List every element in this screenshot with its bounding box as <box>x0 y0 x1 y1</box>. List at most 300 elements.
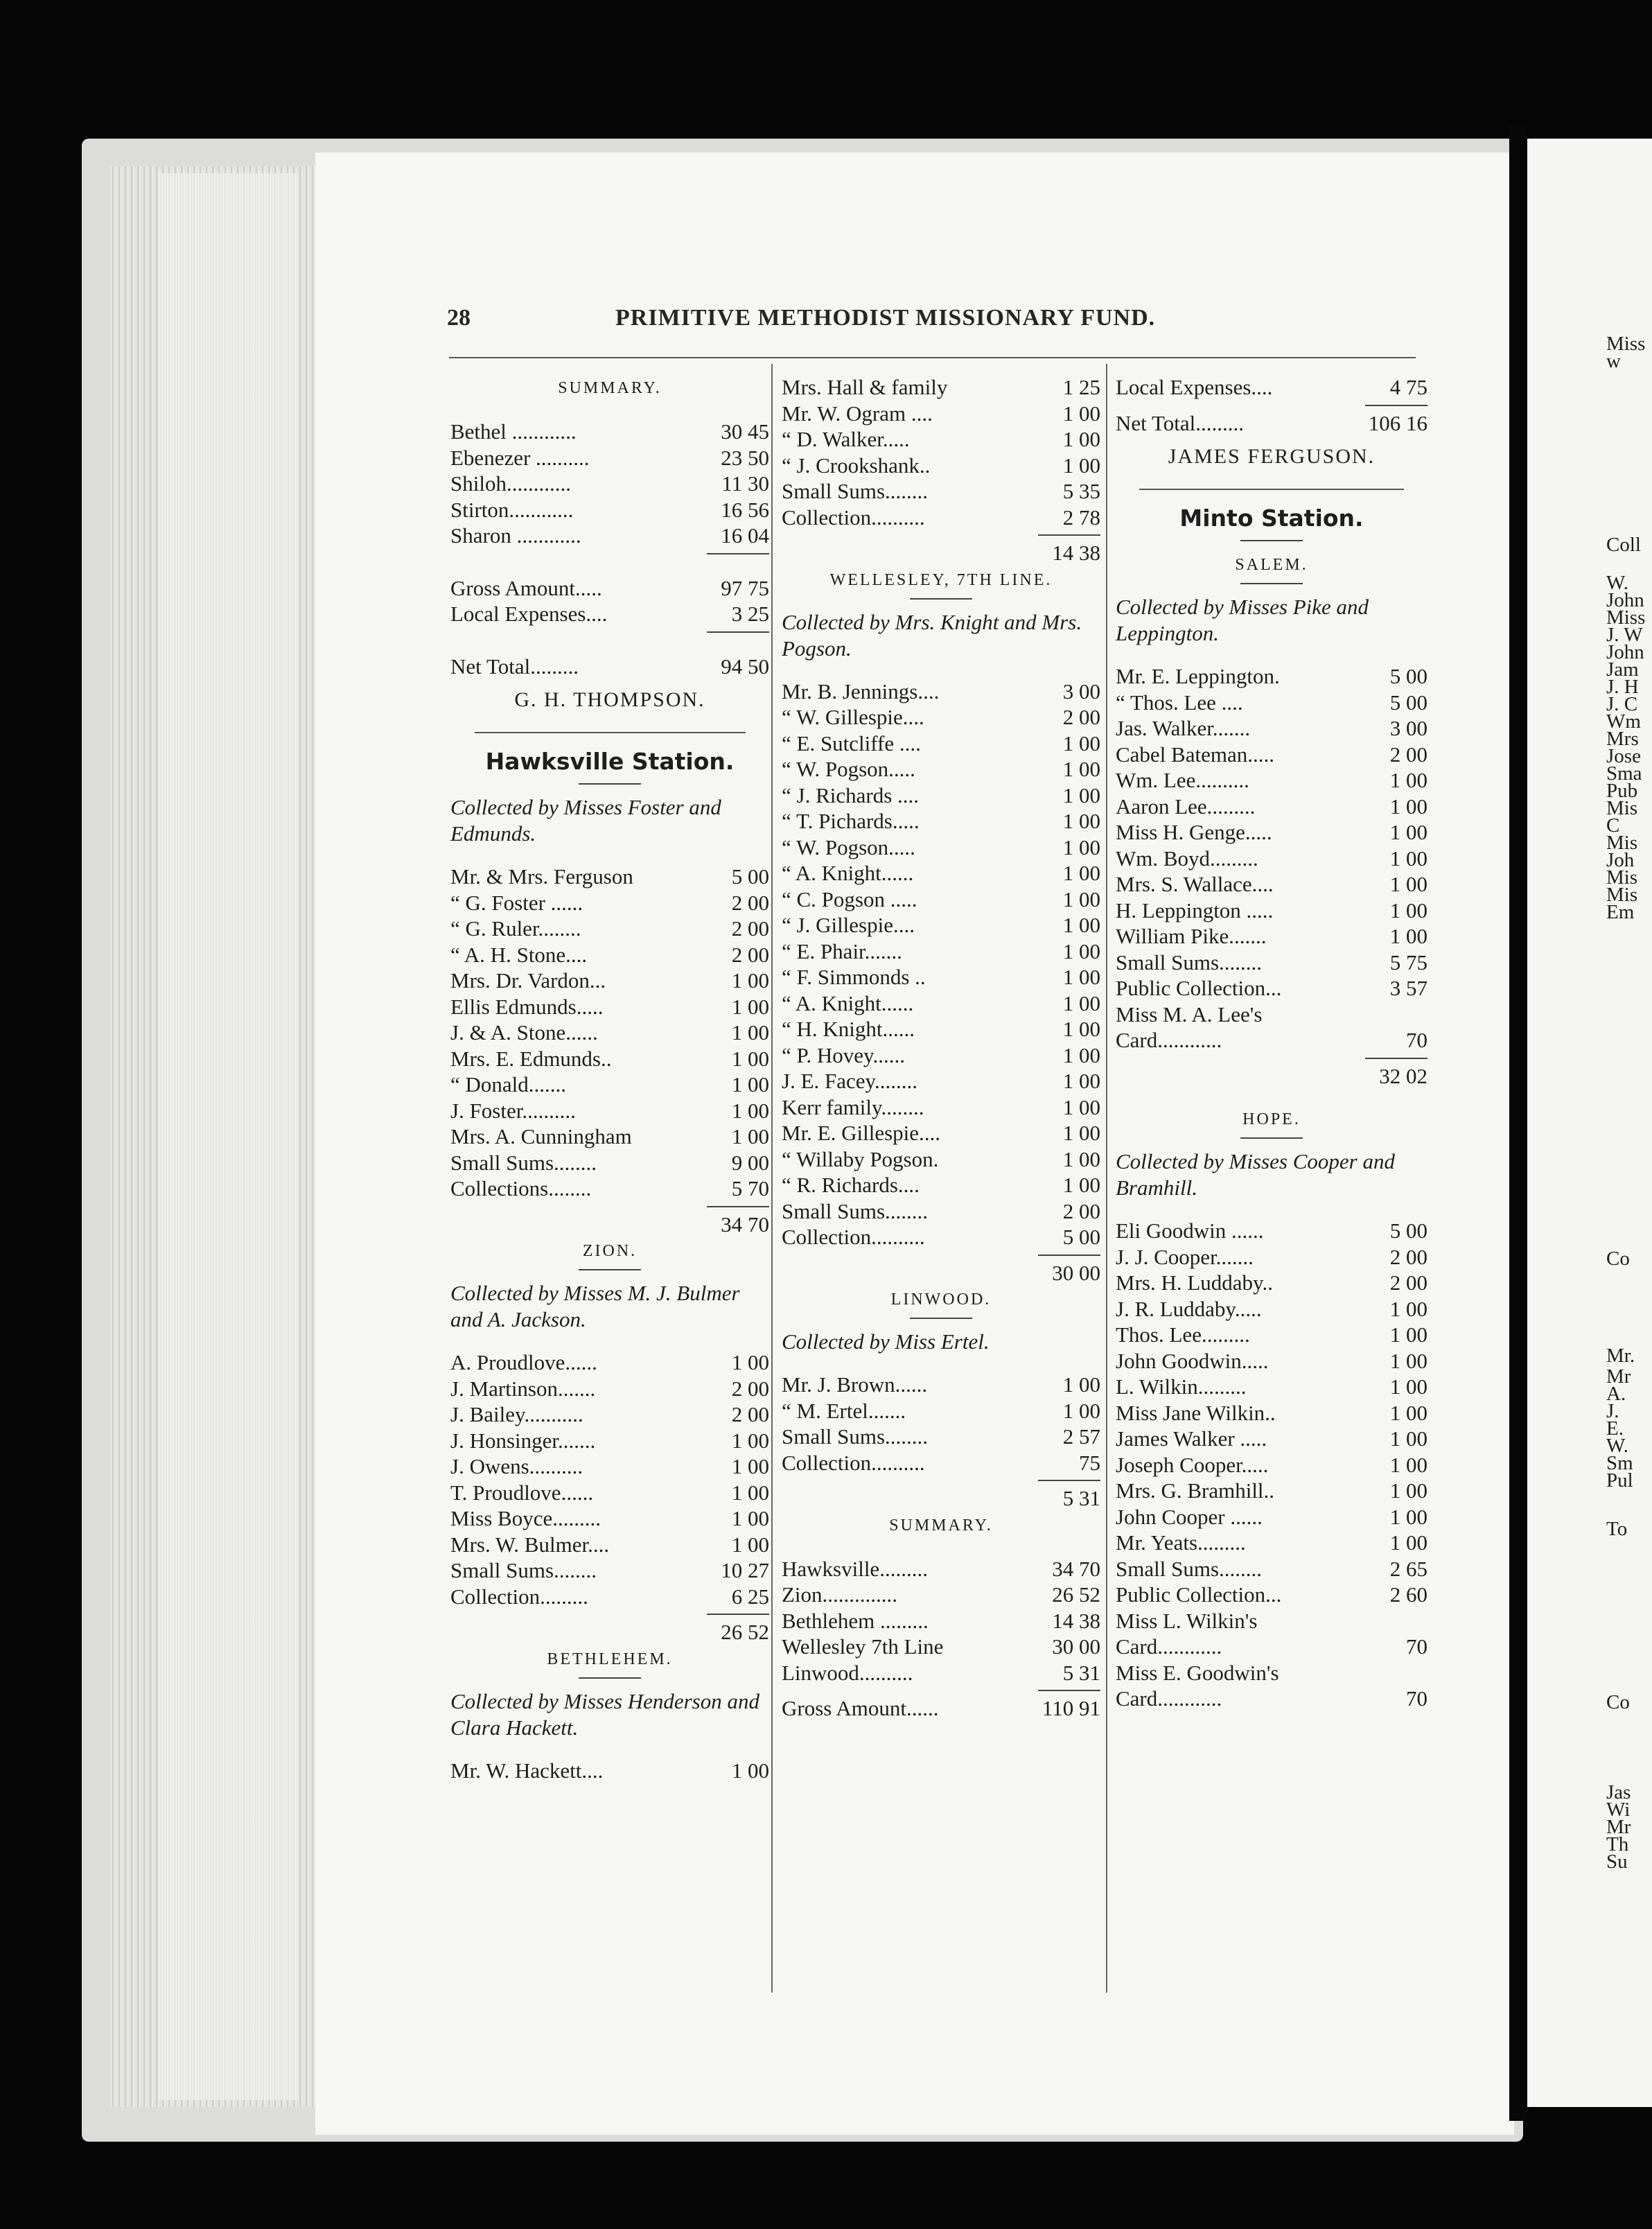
entry-amount: 1 00 <box>731 1480 769 1505</box>
entry-amount: 1 00 <box>1062 427 1100 451</box>
list-item <box>450 1020 769 1046</box>
list-item <box>1116 975 1427 1002</box>
entry-name: J. Foster.......... <box>450 1098 576 1123</box>
entry-amount: 1 00 <box>1062 1173 1100 1197</box>
list-item <box>782 964 1100 990</box>
list-item <box>782 426 1100 453</box>
fragment-text: C <box>1606 814 1620 837</box>
entry-name: “ W. Pogson..... <box>782 834 915 859</box>
fragment-text: W. <box>1606 1435 1628 1457</box>
entry-name: “ J. Gillespie.... <box>782 913 915 937</box>
list-item <box>782 1198 1100 1225</box>
list-item <box>1116 923 1427 950</box>
entry-amount: 1 00 <box>1389 1348 1427 1373</box>
list-item <box>782 1094 1100 1121</box>
entry-amount: 1 00 <box>1389 794 1427 819</box>
list-item <box>450 1401 769 1428</box>
entry-name: “ D. Walker..... <box>782 427 910 451</box>
subtotal-row: 14 38 <box>1052 541 1100 565</box>
entry-name: “ Donald....... <box>450 1072 567 1096</box>
entry-name: John Goodwin..... <box>1116 1348 1269 1373</box>
list-item <box>1116 794 1427 820</box>
entry-name: Card............ <box>1116 1634 1222 1659</box>
entry-name: Miss H. Genge..... <box>1116 820 1272 844</box>
entry-amount: 1 00 <box>1062 886 1100 911</box>
collected-by: Collected by Mrs. Knight and Mrs. Pogson. <box>782 609 1082 661</box>
fragment-text: Co <box>1606 1248 1630 1270</box>
list-item <box>1116 1582 1427 1608</box>
list-item <box>450 445 769 471</box>
section-heading: ZION. <box>582 1242 638 1260</box>
entry-amount: 1 00 <box>1389 1452 1427 1477</box>
entry-name: Collection......... <box>450 1584 588 1609</box>
list-item <box>782 1068 1100 1094</box>
short-rule <box>1240 1137 1303 1139</box>
fragment-text: Mrs <box>1606 728 1639 750</box>
entry-name: Small Sums........ <box>782 1424 929 1449</box>
fragment-text: John <box>1606 589 1644 611</box>
entry-amount: 5 00 <box>731 864 769 889</box>
total-rule <box>1365 405 1427 406</box>
station-heading: Minto Station. <box>1179 505 1364 532</box>
net-total-row: Net Total......... 94 50 <box>450 654 769 679</box>
list-item <box>782 1146 1100 1173</box>
list-item <box>1116 1530 1427 1556</box>
entry-name: Mr. B. Jennings.... <box>782 679 940 703</box>
entry-name: Kerr family........ <box>782 1094 924 1119</box>
list-item <box>782 401 1100 427</box>
column-rule-2 <box>1106 364 1107 1993</box>
entry-amount: 1 00 <box>1062 809 1100 833</box>
entry-name: Thos. Lee......... <box>1116 1322 1250 1347</box>
entry-name: “ R. Richards.... <box>782 1173 920 1197</box>
entry-amount: 11 30 <box>721 471 769 496</box>
total-rule <box>707 553 769 554</box>
entry-amount: 30 00 <box>1052 1634 1100 1659</box>
short-rule <box>910 1318 972 1319</box>
entry-amount: 6 25 <box>731 1584 769 1609</box>
section-rule <box>1139 489 1405 490</box>
list-item <box>782 990 1100 1017</box>
summary-heading: SUMMARY. <box>889 1516 993 1535</box>
entry-name: Collection.......... <box>782 1450 925 1475</box>
section-rule <box>475 732 746 733</box>
entry-name: “ F. Simmonds .. <box>782 965 926 989</box>
donor-list <box>782 374 1100 530</box>
entry-amount: 1 00 <box>1062 783 1100 807</box>
signature: JAMES FERGUSON. <box>1168 445 1376 468</box>
list-item <box>1116 690 1427 716</box>
entry-name: J. Bailey........... <box>450 1402 583 1426</box>
list-item <box>782 783 1100 809</box>
fragment-text: Mis <box>1606 884 1638 906</box>
entry-amount: 2 00 <box>1389 1244 1427 1269</box>
salem-list <box>1116 663 1427 1054</box>
entry-amount: 2 00 <box>731 1376 769 1401</box>
entry-amount: 1 00 <box>1062 1398 1100 1423</box>
list-item <box>450 1557 769 1584</box>
fragment-text: Joh <box>1606 849 1635 871</box>
fragment-text: Jose <box>1606 745 1641 767</box>
entry-amount: 1 00 <box>1389 1426 1427 1451</box>
section-heading: BETHLEHEM. <box>547 1650 673 1668</box>
list-item <box>1116 715 1427 742</box>
book-gutter <box>1509 125 1527 2121</box>
collected-by: Collected by Misses Pike and Leppington. <box>1116 595 1369 645</box>
entry-amount: 1 00 <box>1062 731 1100 755</box>
entry-amount: 2 00 <box>731 890 769 915</box>
list-item <box>1116 767 1427 794</box>
entry-name: “ Thos. Lee .... <box>1116 690 1243 715</box>
entry-amount: 1 00 <box>1062 965 1100 989</box>
hope-list <box>1116 1218 1427 1712</box>
list-item <box>782 679 1100 705</box>
list-item <box>450 523 769 549</box>
linwood-list <box>782 1372 1100 1476</box>
section-heading: SALEM. <box>1235 556 1308 574</box>
entry-name: Miss E. Goodwin's <box>1116 1660 1279 1685</box>
list-item <box>1116 1686 1427 1712</box>
section-heading: HOPE. <box>1242 1110 1301 1128</box>
list-item <box>450 1124 769 1150</box>
list-item <box>450 471 769 497</box>
list-item <box>782 1424 1100 1450</box>
list-item <box>782 505 1100 531</box>
list-item <box>782 808 1100 834</box>
entry-name: J. J. Cooper....... <box>1116 1244 1254 1269</box>
summary-heading: SUMMARY. <box>558 379 662 397</box>
column-rule-1 <box>771 364 773 1993</box>
fragment-text: Mr <box>1606 1365 1631 1388</box>
list-item <box>450 1480 769 1506</box>
list-item <box>782 912 1100 938</box>
gross-amount-row: Gross Amount..... 97 75 <box>450 575 769 600</box>
entry-amount: 23 50 <box>721 445 769 470</box>
list-item <box>1116 1296 1427 1322</box>
entry-name: Ebenezer .......... <box>450 445 590 470</box>
list-item <box>1116 663 1427 690</box>
entry-amount: 3 00 <box>1389 716 1427 740</box>
fragment-text: w <box>1606 350 1621 372</box>
fragment-text: Mis <box>1606 797 1638 819</box>
list-item <box>782 834 1100 861</box>
section-heading: WELLESLEY, 7TH LINE. <box>829 570 1053 589</box>
collected-by: Collected by Misses Foster and Edmunds. <box>450 795 721 846</box>
entry-name: Bethlehem ......... <box>782 1608 929 1633</box>
list-item <box>450 968 769 994</box>
subtotal-row: 30 00 <box>1052 1260 1100 1285</box>
fragment-text: Mis <box>1606 866 1638 889</box>
entry-amount: 1 00 <box>1389 1478 1427 1503</box>
entry-name: “ T. Pichards..... <box>782 809 920 833</box>
entry-name: Small Sums........ <box>782 479 929 503</box>
total-rule <box>707 1206 769 1207</box>
list-item <box>782 1608 1100 1634</box>
list-item <box>1116 1270 1427 1296</box>
hawksville-list <box>450 864 769 1202</box>
list-item <box>1116 819 1427 846</box>
entry-name: T. Proudlove...... <box>450 1480 594 1505</box>
short-rule <box>579 1677 641 1679</box>
entry-amount: 70 <box>1406 1028 1427 1052</box>
entry-name: Shiloh............ <box>450 471 571 496</box>
list-item <box>782 1372 1100 1398</box>
entry-name: “ A. Knight...... <box>782 990 914 1015</box>
list-item <box>450 1505 769 1532</box>
entry-name: Mr. W. Hackett.... <box>450 1758 604 1783</box>
entry-name: Mr. Yeats......... <box>1116 1530 1246 1555</box>
list-item <box>1116 950 1427 976</box>
page-number: 28 <box>447 305 471 331</box>
list-item <box>1116 871 1427 898</box>
fragment-text: Sm <box>1606 1452 1633 1474</box>
list-item <box>782 860 1100 886</box>
entry-name: Joseph Cooper..... <box>1116 1452 1269 1477</box>
entry-amount: 1 00 <box>1062 834 1100 859</box>
list-item <box>1116 1660 1427 1686</box>
entry-name: Mrs. H. Luddaby.. <box>1116 1270 1274 1295</box>
entry-amount: 1 00 <box>1389 846 1427 871</box>
subtotal-row: 32 02 <box>1379 1063 1427 1088</box>
list-item <box>1116 1556 1427 1582</box>
entry-amount: 1 00 <box>1389 820 1427 844</box>
local-expenses-row: Local Expenses.... 3 25 <box>450 602 769 626</box>
entry-name: J. & A. Stone...... <box>450 1020 598 1044</box>
entry-amount: 16 56 <box>721 497 769 522</box>
entry-amount: 1 00 <box>1062 453 1100 478</box>
entry-name: Mr. E. Gillespie.... <box>782 1121 941 1145</box>
entry-name: William Pike....... <box>1116 924 1267 948</box>
collected-by: Collected by Misses M. J. Bulmer and A. Jackson. <box>450 1281 740 1331</box>
entry-name: Mrs. G. Bramhill.. <box>1116 1478 1275 1503</box>
wellesley-list <box>782 679 1100 1250</box>
list-item <box>450 1072 769 1098</box>
entry-amount: 1 00 <box>1062 1017 1100 1041</box>
entry-name: L. Wilkin......... <box>1116 1374 1247 1399</box>
fragment-text: Wi <box>1606 1799 1631 1821</box>
entry-amount: 1 00 <box>1389 1374 1427 1399</box>
entry-amount: 70 <box>1406 1634 1427 1659</box>
bethlehem-list <box>450 1758 769 1784</box>
entry-name: J. Martinson....... <box>450 1376 596 1401</box>
entry-name: Zion.............. <box>782 1582 898 1607</box>
net-total-row: Net Total......... 106 16 <box>1116 410 1427 435</box>
list-item <box>450 1584 769 1610</box>
entry-name: Mrs. W. Bulmer.... <box>450 1532 610 1557</box>
list-item <box>1116 1400 1427 1426</box>
list-item <box>1116 898 1427 924</box>
entry-amount: 5 70 <box>731 1176 769 1200</box>
entry-amount: 1 00 <box>1062 990 1100 1015</box>
total-rule <box>707 631 769 633</box>
entry-amount: 1 00 <box>731 1506 769 1530</box>
total-rule <box>1038 1690 1100 1691</box>
list-item <box>450 1532 769 1558</box>
fragment-text: Mr. <box>1606 1345 1635 1367</box>
entry-name: Mrs. Dr. Vardon... <box>450 968 606 993</box>
entry-name: “ E. Sutcliffe .... <box>782 731 921 755</box>
entry-name: Mrs. A. Cunningham <box>450 1124 632 1148</box>
list-item <box>1116 1504 1427 1530</box>
fragment-text: Miss <box>1606 333 1646 355</box>
station-heading: Hawksville Station. <box>485 748 735 775</box>
zion-list <box>450 1349 769 1609</box>
short-rule <box>1240 540 1303 541</box>
entry-name: Miss L. Wilkin's <box>1116 1608 1258 1633</box>
gross-amount-row: Gross Amount...... 110 91 <box>782 1696 1100 1720</box>
list-item <box>782 1660 1100 1686</box>
entry-amount: 1 00 <box>731 994 769 1019</box>
collected-by: Collected by Misses Cooper and Bramhill. <box>1116 1149 1395 1200</box>
entry-name: John Cooper ...... <box>1116 1504 1263 1529</box>
entry-name: Linwood.......... <box>782 1660 913 1685</box>
entry-amount: 2 00 <box>731 1402 769 1426</box>
list-item <box>450 1150 769 1176</box>
entry-name: Collections........ <box>450 1176 592 1200</box>
entry-name: Sharon ............ <box>450 523 581 548</box>
fragment-text: Jam <box>1606 658 1639 681</box>
list-item <box>450 1453 769 1480</box>
list-item <box>450 1349 769 1376</box>
entry-name: Mr. & Mrs. Ferguson <box>450 864 633 889</box>
entry-name: Wm. Boyd......... <box>1116 846 1258 871</box>
entry-name: Mrs. Hall & family <box>782 375 948 399</box>
list-item <box>1116 1634 1427 1660</box>
entry-name: J. Honsinger....... <box>450 1428 596 1453</box>
entry-name: “ W. Gillespie.... <box>782 705 924 729</box>
entry-amount: 70 <box>1406 1686 1427 1711</box>
list-item <box>450 994 769 1020</box>
entry-name: “ P. Hovey...... <box>782 1042 905 1067</box>
list-item <box>782 1016 1100 1042</box>
list-item <box>782 1556 1100 1582</box>
entry-amount: 1 00 <box>1389 1400 1427 1425</box>
entry-amount: 1 00 <box>1062 1042 1100 1067</box>
entry-name: Small Sums........ <box>782 1198 929 1223</box>
entry-name: Mr. W. Ogram .... <box>782 401 933 426</box>
list-item <box>782 453 1100 479</box>
column-2 <box>782 367 1100 1722</box>
entry-name: Collection.......... <box>782 505 925 530</box>
list-item <box>1116 1478 1427 1504</box>
entry-amount: 5 35 <box>1062 479 1100 503</box>
list-item <box>782 1042 1100 1069</box>
entry-name: Small Sums........ <box>1116 1556 1263 1581</box>
entry-name: Small Sums........ <box>450 1558 597 1582</box>
list-item <box>782 1172 1100 1198</box>
entry-amount: 1 00 <box>731 1532 769 1557</box>
list-item <box>450 1046 769 1072</box>
fragment-text: J. C <box>1606 693 1638 715</box>
entry-name: Cabel Bateman..... <box>1116 742 1274 767</box>
list-item <box>450 1098 769 1124</box>
entry-amount: 16 04 <box>721 523 769 548</box>
fragment-text: J. H <box>1606 676 1639 698</box>
entry-name: “ C. Pogson ..... <box>782 886 917 911</box>
entry-amount: 1 00 <box>731 1454 769 1478</box>
entry-amount: 1 00 <box>1389 1530 1427 1555</box>
entry-name: “ A. H. Stone.... <box>450 942 588 967</box>
entry-amount: 5 00 <box>1389 664 1427 688</box>
entry-amount: 1 00 <box>1062 1372 1100 1397</box>
fragment-text: Su <box>1606 1851 1628 1873</box>
fragment-text: J. W <box>1606 624 1643 646</box>
entry-name: Mr. E. Leppington. <box>1116 664 1280 688</box>
entry-amount: 1 00 <box>731 1428 769 1453</box>
entry-name: “ G. Foster ...... <box>450 890 583 915</box>
entry-amount: 5 00 <box>1389 690 1427 715</box>
list-item <box>782 1120 1100 1146</box>
entry-amount: 3 57 <box>1389 976 1427 1000</box>
list-item <box>782 1582 1100 1608</box>
list-item <box>782 1398 1100 1424</box>
entry-amount: 1 00 <box>1062 1094 1100 1119</box>
entry-name: Public Collection... <box>1116 976 1282 1000</box>
short-rule <box>1240 583 1303 584</box>
entry-name: J. E. Facey........ <box>782 1069 918 1093</box>
entry-name: “ Willaby Pogson. <box>782 1146 939 1171</box>
entry-amount: 2 57 <box>1062 1424 1100 1449</box>
entry-amount: 30 45 <box>721 419 769 444</box>
short-rule <box>579 1269 641 1270</box>
list-item <box>1116 1244 1427 1270</box>
list-item <box>782 731 1100 757</box>
subtotal-row: 5 31 <box>1062 1486 1100 1510</box>
header-rule <box>449 357 1416 358</box>
entry-name: A. Proudlove...... <box>450 1350 597 1374</box>
short-rule <box>579 783 641 785</box>
entry-amount: 1 00 <box>1062 401 1100 426</box>
list-item <box>450 1758 769 1784</box>
total-rule <box>1038 534 1100 536</box>
fragment-text: To <box>1606 1518 1628 1540</box>
entry-name: “ W. Pogson..... <box>782 757 915 781</box>
list-item <box>450 497 769 523</box>
entry-name: Public Collection... <box>1116 1582 1282 1607</box>
entry-amount: 5 75 <box>1389 950 1427 974</box>
entry-amount: 5 31 <box>1062 1660 1100 1685</box>
entry-name: Mrs. S. Wallace.... <box>1116 872 1274 896</box>
list-item <box>450 890 769 916</box>
entry-name: Small Sums........ <box>1116 950 1263 974</box>
total-rule <box>1365 1058 1427 1059</box>
section-heading: LINWOOD. <box>890 1291 992 1309</box>
summary-list <box>450 419 769 549</box>
list-item <box>1116 1608 1427 1634</box>
list-item <box>782 1450 1100 1476</box>
entry-amount: 5 00 <box>1389 1218 1427 1243</box>
next-page-fragment-text <box>1606 333 1652 2065</box>
total-rule <box>1038 1480 1100 1481</box>
collected-by: Collected by Miss Ertel. <box>782 1329 990 1354</box>
list-item <box>450 916 769 942</box>
entry-amount: 1 00 <box>1062 757 1100 781</box>
entry-amount: 1 00 <box>1389 1322 1427 1347</box>
entry-amount: 2 00 <box>1389 742 1427 767</box>
fragment-text: Wm <box>1606 710 1641 733</box>
entry-name: Wm. Lee.......... <box>1116 768 1249 792</box>
total-rule <box>1038 1255 1100 1256</box>
fragment-text: E. <box>1606 1417 1624 1440</box>
list-item <box>782 756 1100 783</box>
entry-name: “ M. Ertel....... <box>782 1398 906 1423</box>
entry-amount: 1 00 <box>731 1758 769 1783</box>
list-item <box>1116 1322 1427 1348</box>
total-rule <box>707 1614 769 1615</box>
fragment-text: Th <box>1606 1833 1629 1855</box>
entry-name: J. Owens.......... <box>450 1454 583 1478</box>
entry-name: Hawksville......... <box>782 1556 928 1581</box>
